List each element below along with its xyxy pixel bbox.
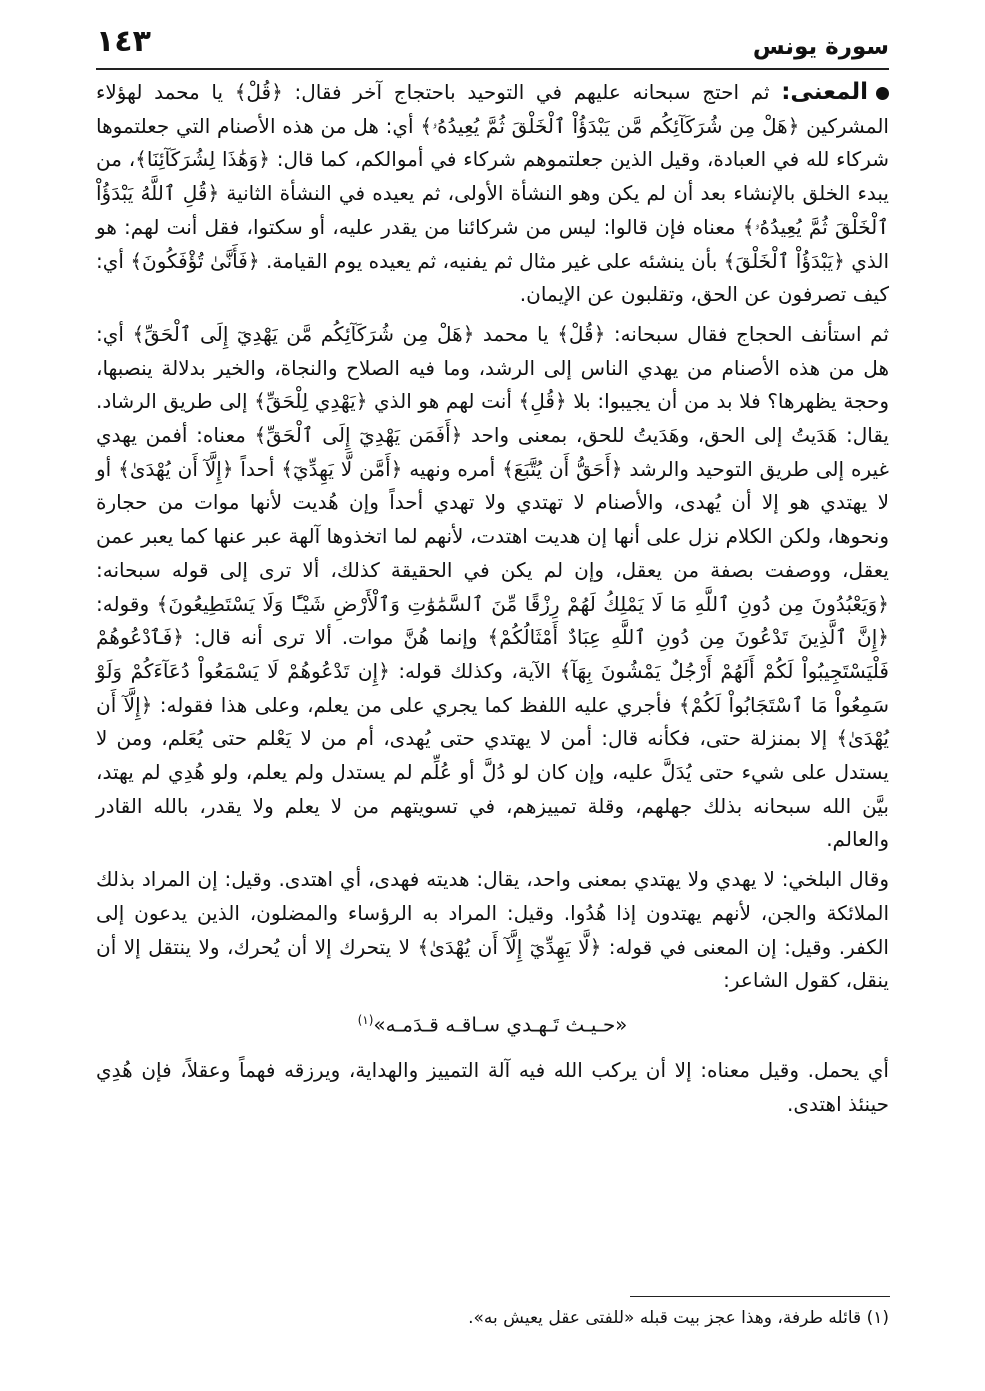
paragraph-text: ثم احتج سبحانه عليهم في التوحيد باحتجاج آخر فقال: ﴿قُلْ﴾ يا محمد لهؤلاء المشركين ﴿هَلْ مِن شُرَكَآئِكُم مَّن يَبْدَؤُاْ ٱلْخَلْقَ ثُمَّ يُعِيدُهُۥ﴾ أي: هل من هذه الأصنام التي جعلتموها شركاء لله في العبادة، وقيل الذين جعلتموهم شركاء في أموالكم، كما قال: ﴿وَهَٰذَا لِشُرَكَآئِنَا﴾، من يبدء الخلق بالإنشاء بعد أن لم يكن وهو النشأة الأولى، ثم يعيده في النشأة الثانية ﴿قُلِ ٱللَّهُ يَبْدَؤُاْ ٱلْخَلْقَ ثُمَّ يُعِيدُهُۥ﴾ معناه فإن قالوا: ليس من شركائنا من يقدر عليه، أو سكتوا، فقل أنت لهم: هو الذي ﴿يَبْدَؤُاْ ٱلْخَلْقَ﴾ بأن ينشئه على غير مثال ثم يفنيه، ثم يعيده يوم القيامة. ﴿فَأَنَّىٰ تُؤْفَكُونَ﴾ أي: كيف تصرفون عن الحق، وتقلبون عن الإيمان. <box>96 80 889 307</box>
footnote-text: قائله طرفة، وهذا عجز بيت قبله «للفتى عقل يعيش به». <box>468 1308 862 1328</box>
page-header <box>96 20 889 64</box>
paragraph-argument <box>96 318 889 857</box>
main-text <box>96 76 889 1122</box>
paragraph-lead: المعنى: <box>781 79 869 105</box>
paragraph-text: ثم استأنف الحجاج فقال سبحانه: ﴿قُلْ﴾ يا محمد ﴿هَلْ مِن شُرَكَآئِكُم مَّن يَهْدِيٓ إِلَى ٱلْحَقِّ﴾ أي: هل من هذه الأصنام من يهدي الناس إلى الرشد، وما فيه الصلاح والنجاة، والخير بدلالة ينصبها، وحجة يظهرها؟ فلا بد من أن يجيبوا: بلا ﴿قُلِ﴾ أنت لهم هو الذي ﴿يَهْدِي لِلْحَقِّ﴾ إلى طريق الرشاد. يقال: هَدَيتُ إلى الحق، وهَدَيتُ للحق، بمعنى واحد ﴿أَفَمَن يَهْدِيٓ إِلَى ٱلْحَقِّ﴾ معناه: أفمن يهدي غيره إلى طريق التوحيد والرشد ﴿أَحَقُّ أَن يُتَّبَعَ﴾ أمره ونهيه ﴿أَمَّن لَّا يَهِدِّيٓ﴾ أحداً ﴿إِلَّآ أَن يُهْدَىٰ﴾ أو لا يهتدي هو إلا أن يُهدى، والأصنام لا تهتدي ولا تهدي أحداً وإن هُديت لأنها موات من حجارة ونحوها، ولكن الكلام نزل على أنها إن هديت اهتدت، لأنهم لما اتخذوها آلهة عبر عنها كما يعبر عمن يعقل، ووصفت بصفة من يعقل، وإن لم يكن في الحقيقة كذلك، ألا ترى إلى قوله سبحانه: ﴿وَيَعْبُدُونَ مِن دُونِ ٱللَّهِ مَا لَا يَمْلِكُ لَهُمْ رِزْقًا مِّنَ ٱلسَّمَٰوَٰتِ وَٱلْأَرْضِ شَيْـًٔا وَلَا يَسْتَطِيعُونَ﴾ وقوله: ﴿إِنَّ ٱلَّذِينَ تَدْعُونَ مِن دُونِ ٱللَّهِ عِبَادٌ أَمْثَالُكُمْ﴾ وإنما هُنَّ موات. ألا ترى أنه قال: ﴿فَٱدْعُوهُمْ فَلْيَسْتَجِيبُواْ لَكُمْ أَلَهُمْ أَرْجُلٌ يَمْشُونَ بِهَآ﴾ الآية، وكذلك قوله: ﴿إِن تَدْعُوهُمْ لَا يَسْمَعُواْ دُعَآءَكُمْ وَلَوْ سَمِعُواْ مَا ٱسْتَجَابُواْ لَكُمْ﴾ فأجري عليه اللفظ كما يجري على من يعلم، وعلى هذا فقوله: ﴿إِلَّآ أَن يُهْدَىٰ﴾ إلا بمنزلة حتى، فكأنه قال: أمن لا يهتدي حتى يُهدى، أم من لا يَعْلم حتى يُعَلم، ومن لا يستدل على شيء حتى يُدَلَّ عليه، وإن كان لو دُلَّ أو عُلِّم لم يستدل ولم يعلم، ولو هُدِي لم يهتد، بيَّن الله سبحانه بذلك جهلهم، وقلة تمييزهم، في تسويتهم من لا يعلم ولا يقدر، بالله القادر والعالم. <box>96 321 889 852</box>
page-number: ١٤٣ <box>96 24 151 59</box>
poem-verse <box>96 1004 889 1042</box>
footnote-reference: (١) <box>357 1012 374 1027</box>
surah-title: سورة يونس <box>752 34 889 60</box>
paragraph-text: أي يحمل. وقيل معناه: إلا أن يركب الله فيه آلة التمييز والهداية، ويرزقه فهماً وعقلاً، فإن هُدِي حينئذ اهتدى. <box>96 1058 889 1117</box>
paragraph-text: وقال البلخي: لا يهدي ولا يهتدي بمعنى واحد، يقال: هديته فهدى، أي اهتدى. وقيل: إن المراد بذلك الملائكة والجن، لأنهم يهتدون إذا هُدُوا. وقيل: المراد به الرؤساء والمضلون، الذين يدعون إلى الكفر. وقيل: إن المعنى في قوله: ﴿لَّا يَهِدِّيٓ إِلَّآ أَن يُهْدَىٰ﴾ لا يتحرك إلا أن يُحرك، ولا ينتقل إلا أن ينقل، كقول الشاعر: <box>96 867 889 993</box>
footnote-marker: (١) <box>866 1308 889 1328</box>
paragraph-meaning <box>96 76 889 312</box>
footnote-rule <box>630 1296 890 1297</box>
poem-verse-text: «حـيـث تَـهـدي سـاقـه قـدَمـه» <box>373 1012 628 1037</box>
paragraph-closing <box>96 1054 889 1121</box>
header-rule <box>96 68 889 70</box>
bullet-icon <box>876 87 889 100</box>
paragraph-balkhi <box>96 863 889 998</box>
footnote <box>96 1304 889 1332</box>
